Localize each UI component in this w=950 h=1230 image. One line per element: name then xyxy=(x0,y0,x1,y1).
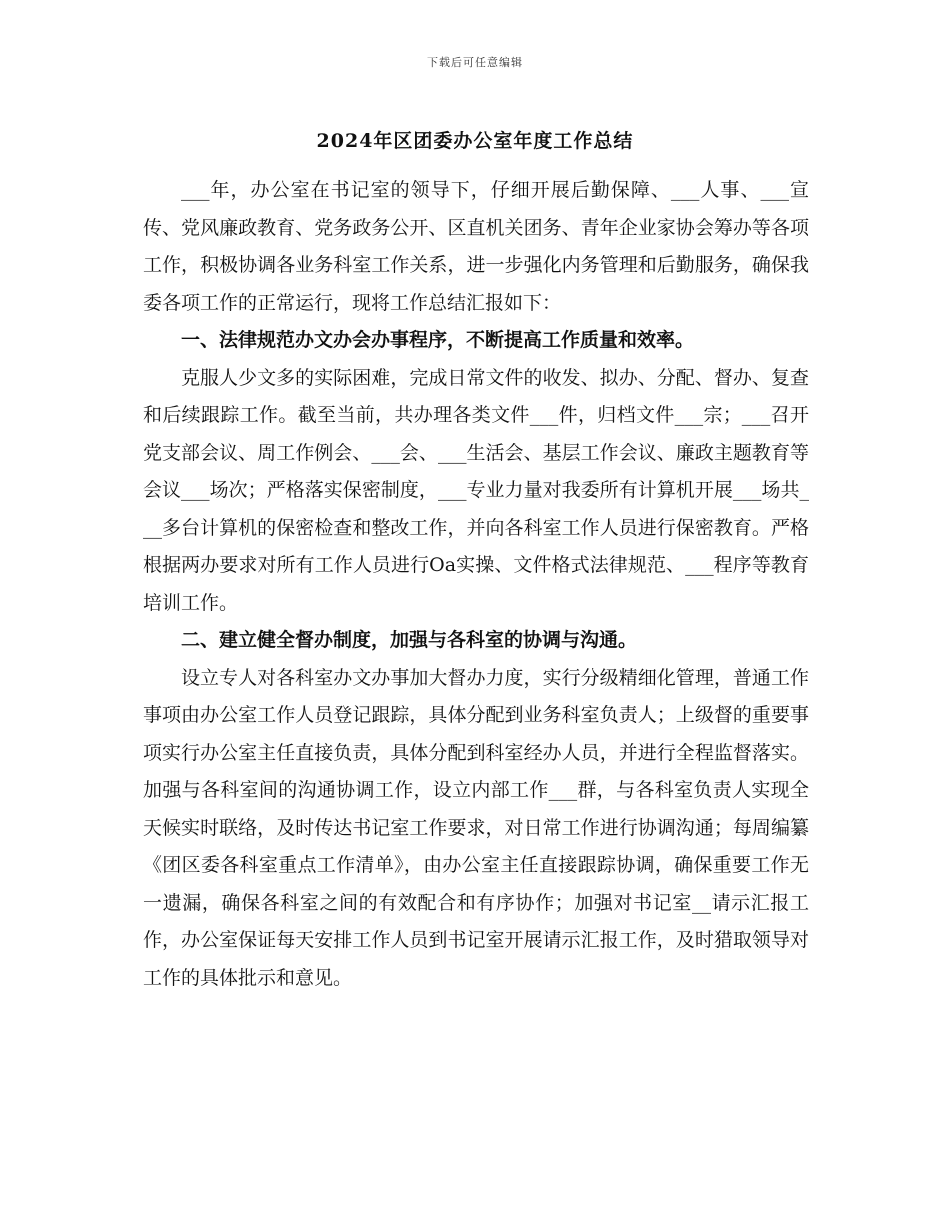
section-1-paragraph: 克服人少文多的实际困难，完成日常文件的收发、拟办、分配、督办、复查和后续跟踪工作。截至当前，共办理各类文件___件，归档文件___宗；___召开党支部会议、周工作例会、___会、___生活会、基层工作会议、廉政主题教育等会议___场次；严格落实保密制度，___专业力量对我委所有计算机开展___场共___多台计算机的保密检查和整改工作，并向各科室工作人员进行保密教育。严格根据两办要求对所有工作人员进行Oa实操、文件格式法律规范、___程序等教育培训工作。 xyxy=(143,366,809,614)
section-heading-2: 二、建立健全督办制度，加强与各科室的协调与沟通。 xyxy=(181,629,638,651)
section-heading-1: 一、法律规范办文办会办事程序，不断提高工作质量和效率。 xyxy=(181,329,695,351)
header-note: 下载后可任意编辑 xyxy=(427,56,523,69)
intro-paragraph: ___年，办公室在书记室的领导下，仔细开展后勤保障、___人事、___宣传、党风廉政教育、党务政务公开、区直机关团务、青年企业家协会筹办等各项工作，积极协调各业务科室工作关系，进一步强化内务管理和后勤服务，确保我委各项工作的正常运行，现将工作总结汇报如下： xyxy=(143,179,809,314)
section-2-paragraph: 设立专人对各科室办文办事加大督办力度，实行分级精细化管理，普通工作事项由办公室工作人员登记跟踪，具体分配到业务科室负责人；上级督的重要事项实行办公室主任直接负责，具体分配到科室经办人员，并进行全程监督落实。加强与各科室间的沟通协调工作，设立内部工作___群，与各科室负责人实现全天候实时联络，及时传达书记室工作要求，对日常工作进行协调沟通；每周编纂《团区委各科室重点工作清单》，由办公室主任直接跟踪协调，确保重要工作无一遗漏，确保各科室之间的有效配合和有序协作；加强对书记室__请示汇报工作，办公室保证每天安排工作人员到书记室开展请示汇报工作，及时猎取领导对工作的具体批示和意见。 xyxy=(143,666,809,989)
document-body xyxy=(143,172,809,997)
document-title: 2024年区团委办公室年度工作总结 xyxy=(316,130,634,152)
